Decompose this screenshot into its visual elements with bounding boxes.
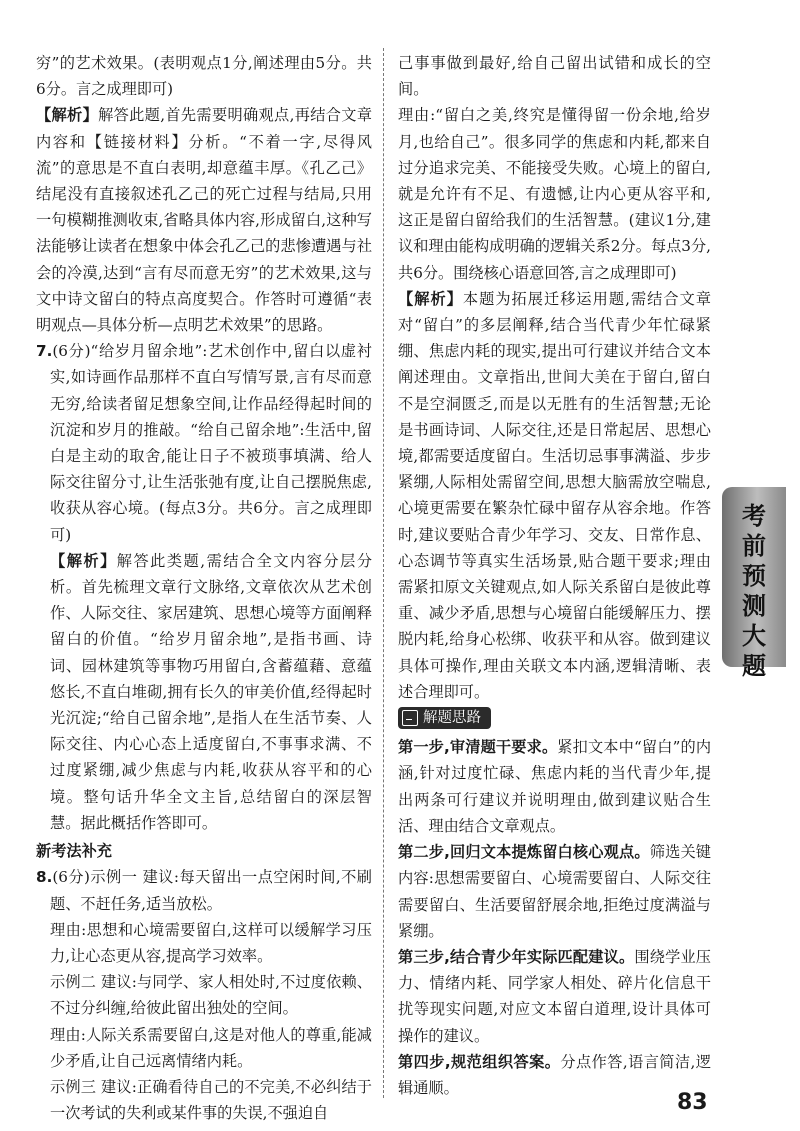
analysis-tag: 【解析】	[50, 551, 117, 570]
answer-8-reason: 理由:“留白之美,终究是懂得留一份余地,给岁月,也给自己”。很多同学的焦虑和内耗,都来自过分追求完美、不能接受失败。心境上的留白,就是允许有不足、有遗憾,让内心更从容平和,这正是留白留给我们的生活智慧。(建议1分,建议和理由能构成明确的逻辑关系2分。每点3分,共6分。围绕核心语意回答,言之成理即可)	[398, 106, 711, 282]
answer-8-continued: 己事事做到最好,给自己留出试错和成长的空间。	[398, 54, 711, 99]
step-3-text: 围绕学业压力、情绪内耗、同学家人相处、碎片化信息干扰等现实问题,对应文本留白道理,设计具体可操作的建议。	[398, 947, 711, 1045]
side-tab	[722, 487, 786, 680]
left-column	[36, 50, 372, 1126]
step-2	[398, 839, 711, 944]
answer-8-line-5: 示例三 建议:正确看待自己的不完美,不必纠结于一次考试的失利或某件事的失误,不强迫自	[50, 1077, 372, 1123]
step-3	[398, 944, 711, 1049]
step-2-text: 筛选关键内容:思想需要留白、心境需要留白、人际交往需要留白、生活要留舒展余地,拒绝过度满溢与紧绷。	[398, 843, 711, 940]
section-heading: 新考法补充	[36, 842, 112, 861]
analysis-7-text: 解答此类题,需结合全文内容分层分析。首先梳理文章行文脉络,文章依次从艺术创作、人际交往、家居建筑、思想心境等方面阐释留白的价值。“给岁月留余地”,是指书画、诗词、园林建筑等事物巧用留白,含蓄蕴藉、意蕴悠长,不直白堆砌,拥有长久的审美价值,经得起时光沉淀;“给自己留余地”,是指人在生活节奏、人际交往、内心心态上适度留白,不事事求满、不过度紧绷,减少焦虑与内耗,收获从容平和的心境。整句话升华全文主旨,总结留白的深层智慧。据此概括作答即可。	[50, 551, 373, 832]
step-4	[398, 1049, 711, 1101]
step-1	[398, 734, 711, 839]
question-number-7: 7.	[36, 342, 53, 361]
analysis-6-text: 解答此题,首先需要明确观点,再结合文章内容和【链接材料】分析。“不着一字,尽得风流”的意思是不直白表明,却意蕴丰厚。《孔乙己》结尾没有直接叙述孔乙己的死亡过程与结局,只用一句模糊推测收束,省略具体内容,形成留白,这种写法能够让读者在想象中体会孔乙己的悲惨遭遇与社会的冷漠,达到“言有尽而意无穷”的艺术效果,这与文中诗文留白的特点高度契合。作答时可遵循“表明观点—具体分析—点明艺术效果”的思路。	[36, 106, 373, 335]
step-4-title: 第四步,规范组织答案。	[398, 1052, 561, 1071]
side-tab-label: 考前预测大题	[742, 502, 766, 680]
answer-8	[36, 864, 372, 916]
answer-8-line-1: (6分)示例一 建议:每天留出一点空闲时间,不刷题、不赶任务,适当放松。	[50, 868, 372, 913]
analysis-7	[36, 548, 372, 836]
answer-8-line-2: 理由:思想和心境需要留白,这样可以缓解学习压力,让心态更从容,提高学习效率。	[50, 920, 372, 965]
answer-6-tail: 穷”的艺术效果。(表明观点1分,阐述理由5分。共6分。言之成理即可)	[36, 54, 372, 99]
step-4-text: 分点作答,语言简洁,逻辑通顺。	[398, 1052, 711, 1097]
answer-7-text: (6分)“给岁月留余地”:艺术创作中,留白以虚衬实,如诗画作品那样不直白写情写景,言有尽而意无穷,给读者留足想象空间,让作品经得起时间的沉淀和岁月的推敲。“给自己留余地”:生活中,留白是主动的取舍,能让日子不被琐事填满、给人际交往留分寸,让生活张弛有度,让自己摆脱焦虑,收获从容心境。(每点3分。共6分。言之成理即可)	[50, 342, 372, 544]
step-1-title: 第一步,审清题干要求。	[398, 738, 558, 757]
solving-approach-label: 解题思路	[423, 709, 481, 726]
column-divider	[383, 48, 384, 1098]
question-number-8: 8.	[36, 868, 53, 887]
step-2-title: 第二步,回归文本提炼留白核心观点。	[398, 843, 650, 862]
right-column	[398, 50, 711, 1101]
answer-7	[36, 338, 372, 548]
analysis-6	[36, 102, 372, 338]
analysis-tag: 【解析】	[398, 289, 463, 308]
analysis-8-text: 本题为拓展迁移运用题,需结合文章对“留白”的多层阐释,结合当代青少年忙碌紧绷、焦虑内耗的现实,提出可行建议并结合文本阐述理由。文章指出,世间大美在于留白,留白不是空洞匮乏,而是以无胜有的生活智慧;无论是书画诗词、人际交往,还是日常起居、思想心境,都需要适度留白。生活切忌事事满溢、步步紧绷,人际相处需留空间,思想大脑需放空喘息,心境更需要在繁杂忙碌中留存从容余地。作答时,建议要贴合青少年学习、交友、日常作息、心态调节等真实生活场景,贴合题干要求;理由需紧扣原文关键观点,如人际关系留白是彼此尊重、减少矛盾,思想与心境留白能缓解压力、摆脱内耗,给身心松绑、收获平和从容。做到建议具体可操作,理由关联文本内涵,逻辑清晰、表述合理即可。	[398, 289, 712, 701]
analysis-tag: 【解析】	[36, 106, 99, 125]
answer-8-line-3: 示例二 建议:与同学、家人相处时,不过度依赖、不过分纠缠,给彼此留出独处的空间。	[50, 973, 372, 1018]
solving-approach-badge	[398, 707, 491, 729]
step-1-text: 紧扣文本中“留白”的内涵,针对过度忙碌、焦虑内耗的当代青少年,提出两条可行建议并说明理由,做到建议贴合生活、理由结合文章观点。	[398, 738, 712, 835]
answer-8-line-4: 理由:人际关系需要留白,这是对他人的尊重,能减少矛盾,让自己远离情绪内耗。	[50, 1025, 372, 1070]
notepad-icon	[402, 710, 418, 726]
page-number: 83	[677, 1090, 708, 1115]
analysis-8	[398, 286, 711, 705]
step-3-title: 第三步,结合青少年实际匹配建议。	[398, 947, 635, 966]
